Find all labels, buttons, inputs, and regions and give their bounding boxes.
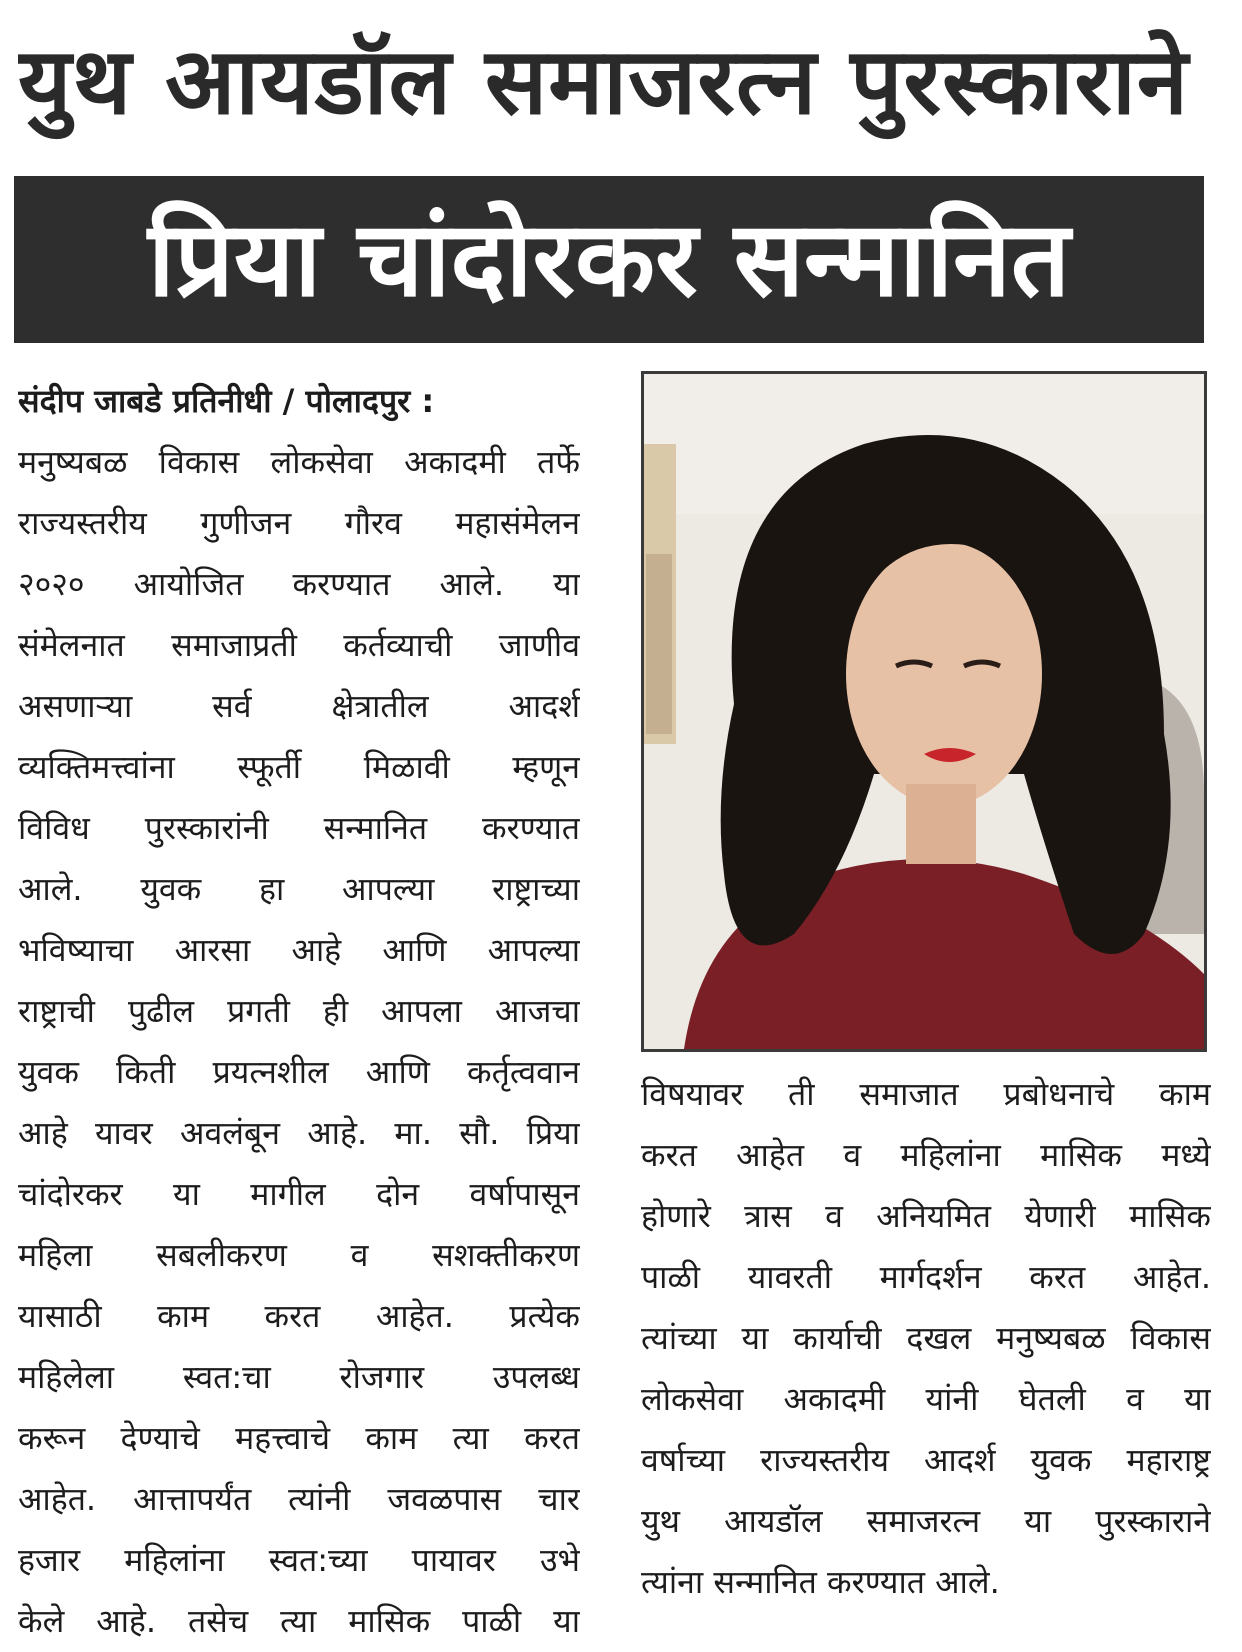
headline-banner [14,176,1204,343]
article-line: लोकसेवा अकादमी यांनी घेतली व या [641,1380,1211,1418]
article-column-left [18,371,580,1652]
article-line: व्यक्तिमत्त्वांना स्फूर्ती मिळावी म्हणून [18,748,580,786]
article-line: मनुष्यबळ विकास लोकसेवा अकादमी तर्फे [18,443,580,481]
article-line: युवक किती प्रयत्नशील आणि कर्तृत्ववान [18,1053,580,1091]
article-line: महिलेला स्वत:चा रोजगार उपलब्ध [18,1358,580,1396]
photo-face [846,542,1042,806]
article-line: युथ आयडॉल समाजरत्न या पुरस्काराने [641,1502,1211,1540]
article-line: विषयावर ती समाजात प्रबोधनाचे काम [641,1075,1211,1113]
article-line: होणारे त्रास व अनियमित येणारी मासिक [641,1197,1211,1235]
article-line: आहे यावर अवलंबून आहे. मा. सौ. प्रिया [18,1114,580,1152]
article-line: चांदोरकर या मागील दोन वर्षापासून [18,1175,580,1213]
article-line: संमेलनात समाजाप्रती कर्तव्याची जाणीव [18,626,580,664]
article-line: भविष्याचा आरसा आहे आणि आपल्या [18,931,580,969]
article-line: २०२० आयोजित करण्यात आले. या [18,565,580,603]
headline-title: प्रिया चांदोरकर सन्मानित [147,198,1071,320]
article-line: करून देण्याचे महत्त्वाचे काम त्या करत [18,1419,580,1457]
article-line: राज्यस्तरीय गुणीजन गौरव महासंमेलन [18,504,580,542]
article-line: आले. युवक हा आपल्या राष्ट्राच्या [18,870,580,908]
article-line: हजार महिलांना स्वत:च्या पायावर उभे [18,1541,580,1579]
article-line: वर्षाच्या राज्यस्तरीय आदर्श युवक महाराष्ट्र [641,1441,1211,1479]
article-line: असणाऱ्या सर्व क्षेत्रातील आदर्श [18,687,580,725]
article-line: यासाठी काम करत आहेत. प्रत्येक [18,1297,580,1335]
article-line: त्यांच्या या कार्याची दखल मनुष्यबळ विकास [641,1319,1211,1357]
article-line: राष्ट्राची पुढील प्रगती ही आपला आजचा [18,992,580,1030]
article-line: पाळी यावरती मार्गदर्शन करत आहेत. [641,1258,1211,1296]
headline-kicker: युथ आयडॉल समाजरत्न पुरस्काराने [18,28,1189,135]
portrait-illustration [644,374,1204,1049]
article-dateline: संदीप जाबडे प्रतिनीधी / पोलादपुर : [18,382,435,420]
article-line: आहेत. आत्तापर्यंत त्यांनी जवळपास चार [18,1480,580,1518]
article-line: त्यांना सन्मानित करण्यात आले. [641,1563,1000,1601]
article-line: विविध पुरस्कारांनी सन्मानित करण्यात [18,809,580,847]
photo-neck [906,784,976,864]
article-line: केले आहे. तसेच त्या मासिक पाळी या [18,1602,580,1640]
portrait-photo [641,371,1207,1052]
article-line: करत आहेत व महिलांना मासिक मध्ये [641,1136,1211,1174]
article-line: महिला सबलीकरण व सशक्तीकरण [18,1236,580,1274]
photo-frame-inner [646,554,672,734]
article-column-right [641,1064,1211,1613]
